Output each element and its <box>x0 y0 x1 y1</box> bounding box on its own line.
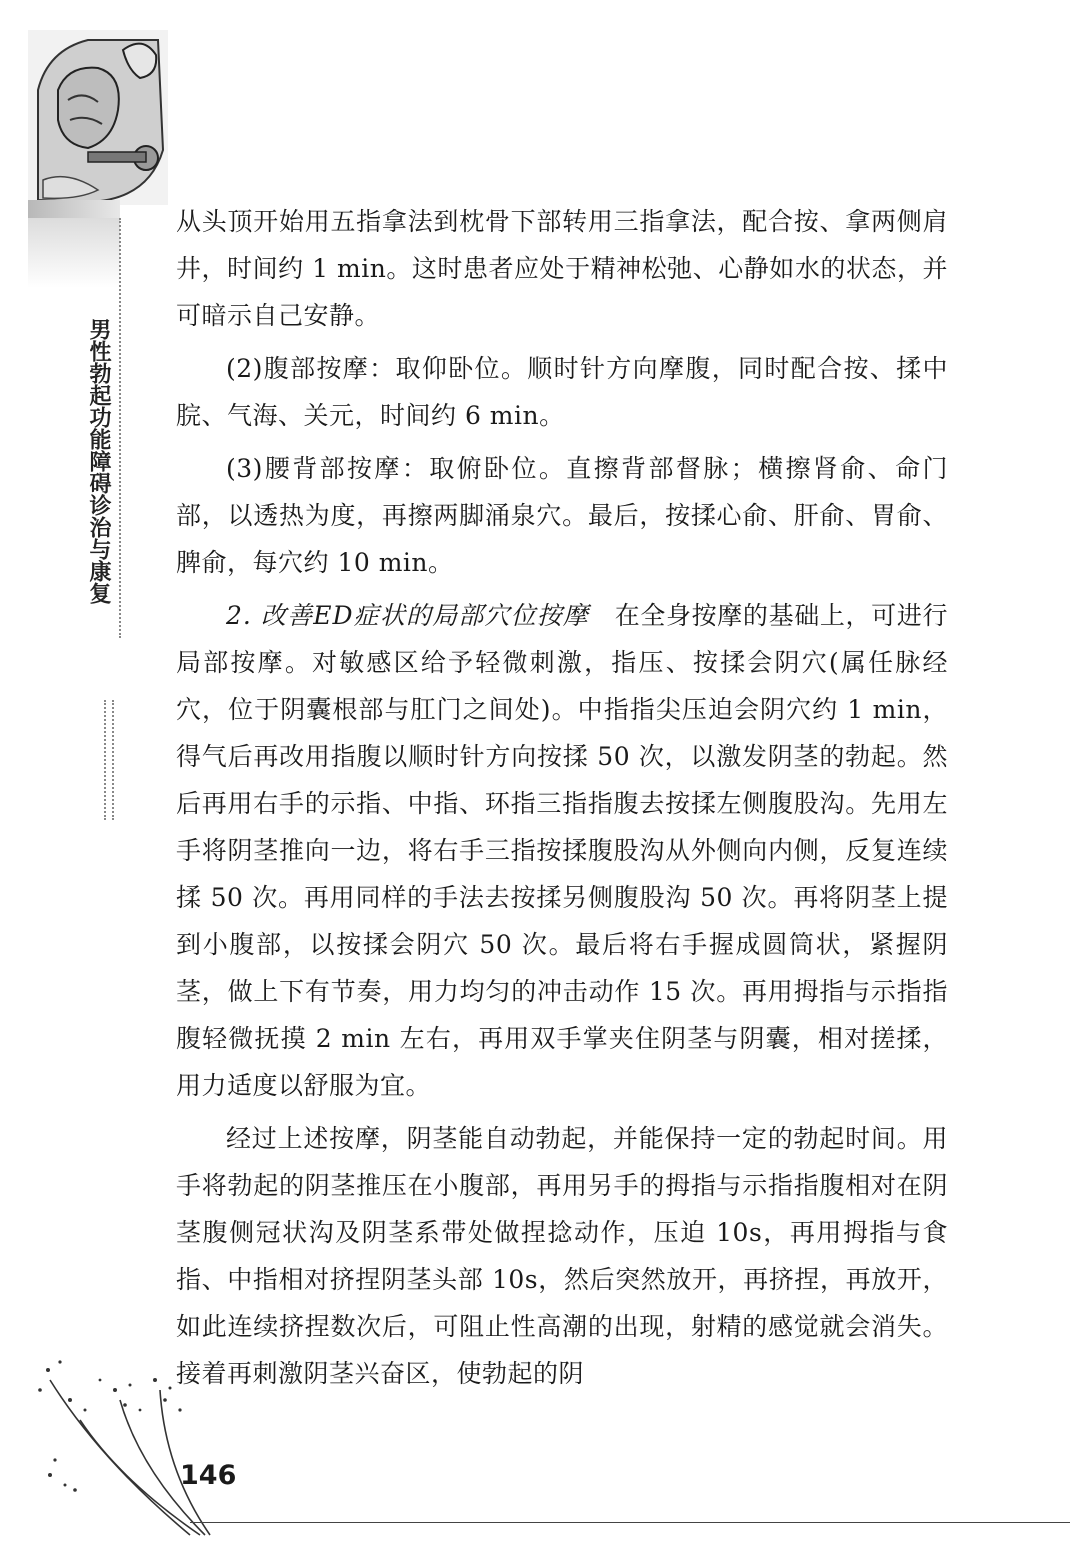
paragraph: (3)腰背部按摩：取俯卧位。直擦背部督脉；横擦肾俞、命门部，以透热为度，再擦两脚涌泉穴。最后，按揉心俞、肝俞、胃俞、脾俞，每穴约 10 min。 <box>176 454 948 577</box>
firework-spray-decoration-icon <box>30 1340 230 1540</box>
page-number: 146 <box>180 1460 237 1491</box>
paragraph-body: 在全身按摩的基础上，可进行局部按摩。对敏感区给予轻微刺激，指压、按揉会阴穴(属任脉经穴，位于阴囊根部与肛门之间处)。中指指尖压迫会阴穴约 1 min，得气后再改用指腹以顺时针方向按揉 50 次，以激发阴茎的勃起。然后再用右手的示指、中指、环指三指指腹去按揉左侧腹股沟。先用左手将阴茎推向一边，将右手三指按揉腹股沟从外侧向内侧，反复连续揉 50 次。再用同样的手法去按揉另侧腹股沟 50 次。再将阴茎上提到小腹部，以按揉会阴穴 50 次。最后将右手握成圆筒状，紧握阴茎，做上下有节奏，用力均匀的冲击动作 15 次。再用拇指与示指指腹轻微抚摸 2 min 左右，再用双手掌夹住阴茎与阴囊，相对搓揉，用力适度以舒服为宜。 <box>176 601 948 1100</box>
margin-gradient <box>28 218 120 288</box>
margin-dotted-rule <box>119 218 121 638</box>
bodybuilder-illustration-icon <box>28 30 168 205</box>
margin-dotted-rule <box>112 700 114 820</box>
margin-dotted-rule <box>104 700 106 820</box>
paragraph <box>176 592 948 1109</box>
footer-rule <box>190 1522 1070 1523</box>
section-heading: 2. 改善ED症状的局部穴位按摩 <box>226 601 590 630</box>
margin-gray-bar <box>28 200 120 218</box>
paragraph: (2)腹部按摩：取仰卧位。顺时针方向摩腹，同时配合按、揉中脘、气海、关元，时间约 6 min。 <box>176 354 948 430</box>
main-text <box>176 198 948 1397</box>
paragraph: 从头顶开始用五指拿法到枕骨下部转用三指拿法，配合按、拿两侧肩井，时间约 1 min。这时患者应处于精神松弛、心静如水的状态，并可暗示自己安静。 <box>176 207 948 330</box>
paragraph: 经过上述按摩，阴茎能自动勃起，并能保持一定的勃起时间。用手将勃起的阴茎推压在小腹部，再用另手的拇指与示指指腹相对在阴茎腹侧冠状沟及阴茎系带处做捏捻动作，压迫 10s，再用拇指与食指、中指相对挤捏阴茎头部 10s，然后突然放开，再挤捏，再放开，如此连续挤捏数次后，可阻止性高潮的出现，射精的感觉就会消失。接着再刺激阴茎兴奋区，使勃起的阴 <box>176 1124 948 1388</box>
running-title: 男性勃起功能障碍诊治与康复 <box>86 318 111 604</box>
